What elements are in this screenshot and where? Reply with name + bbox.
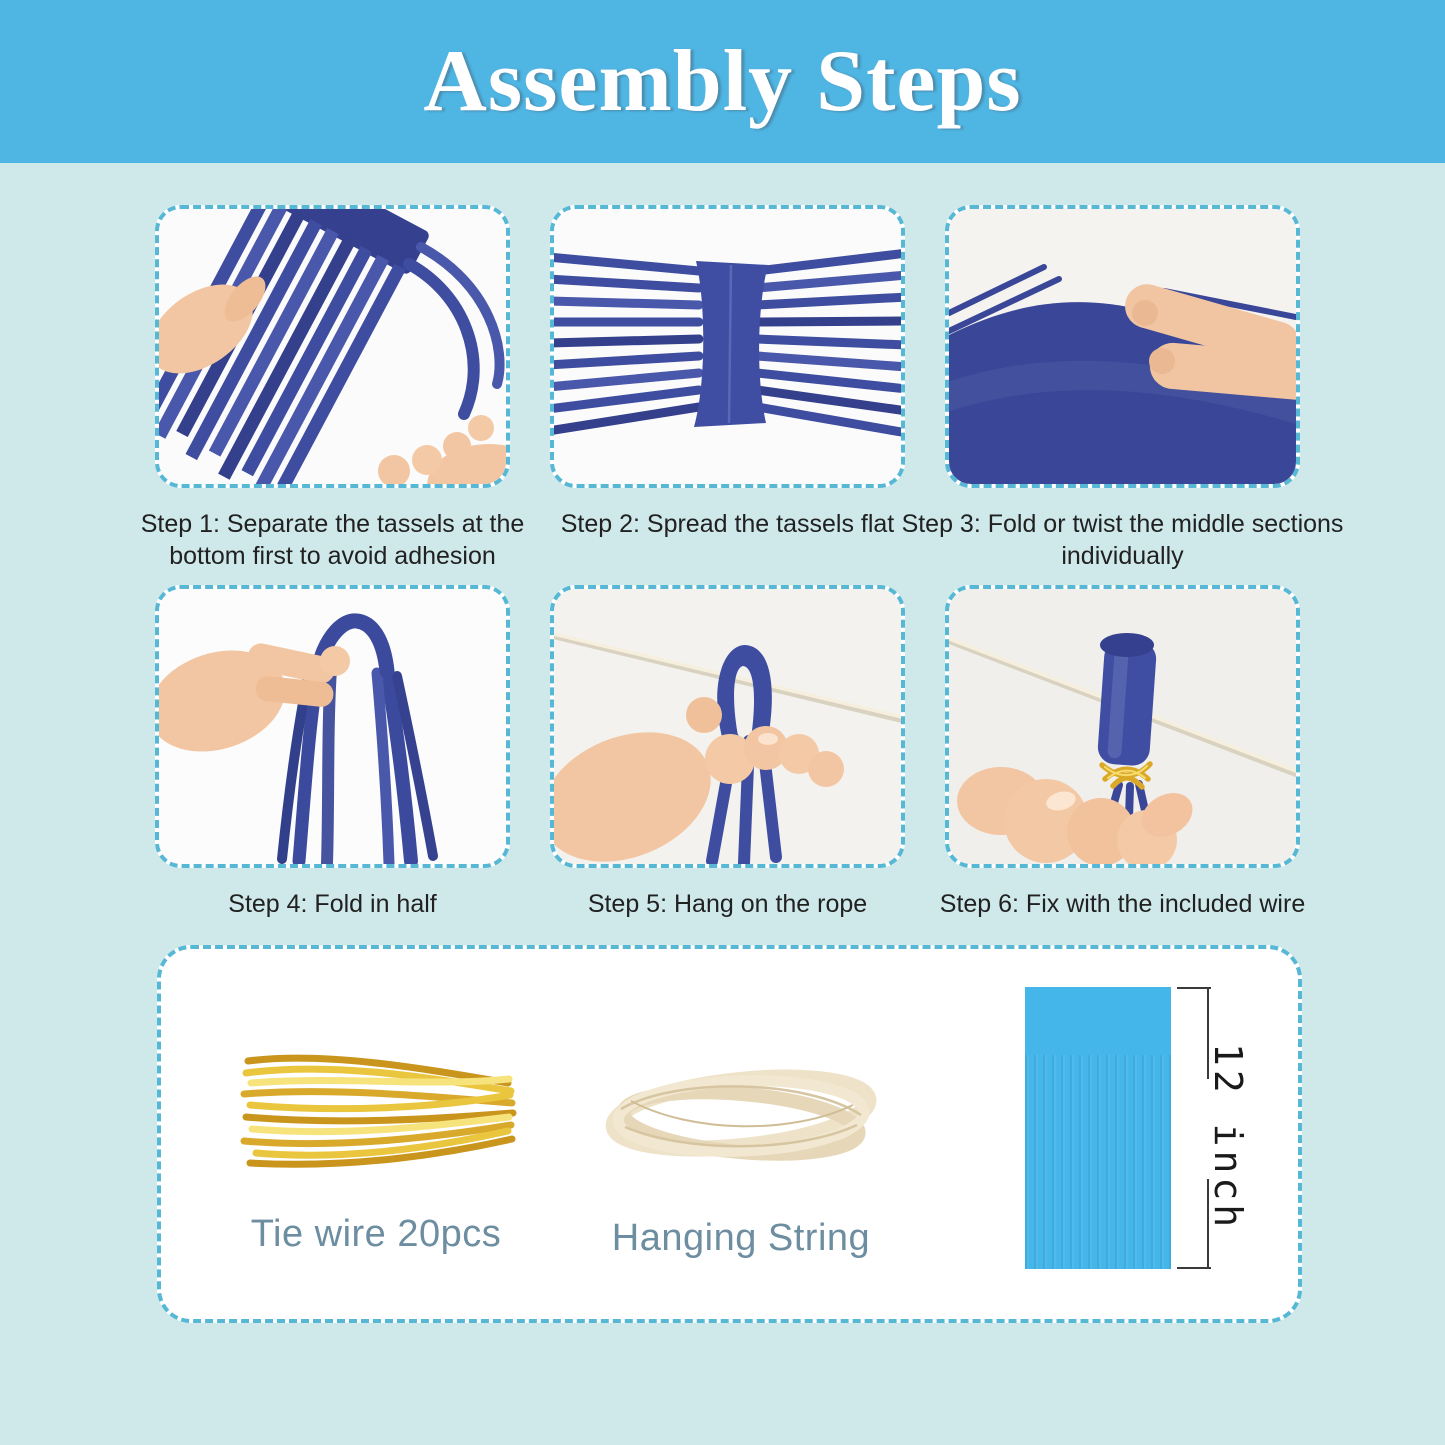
tassel-size-label: 12 inch [1206,1043,1250,1232]
hands-separating-tassels-illustration [159,209,506,484]
step2-caption: Step 2: Spread the tassels flat [560,510,895,538]
hanging-string-image [591,1041,891,1191]
tassel-spread-flat-illustration [554,209,901,484]
step5-card [550,585,905,965]
fold-middle-sections-illustration [949,209,1296,484]
folded-in-half-illustration [159,589,506,864]
header-banner [0,0,1445,163]
step3-caption: Step 3: Fold or twist the middle sections individually [901,510,1344,570]
hanging-string-block [586,1041,896,1260]
step1-caption: Step 1: Separate the tassels at the bottom first to avoid adhesion [140,510,525,570]
measure-top-tick [1177,987,1211,989]
included-materials-panel [157,945,1302,1323]
tie-wire-label: Tie wire 20pcs [250,1213,502,1255]
step1-photo [155,205,510,488]
steps-grid [140,205,1344,965]
step5-caption: Step 5: Hang on the rope [587,890,868,918]
page-title: Assembly Steps [423,33,1022,130]
step-card-4 [155,585,510,965]
measure-bottom-tick [1177,1267,1211,1269]
tassel-size-demo [1025,987,1285,1277]
fix-with-wire-illustration [949,589,1296,864]
step2-photo [550,205,905,488]
blue-tassel-sample [1025,987,1171,1269]
step3-photo [945,205,1300,488]
step-card-1 [140,205,525,585]
step-card-2 [550,205,905,585]
step6-caption: Step 6: Fix with the included wire [939,890,1306,918]
step-card-3 [901,205,1344,585]
tie-wire-block [221,1021,531,1256]
step4-photo [155,585,510,868]
hang-on-rope-illustration [554,589,901,864]
gold-tie-wires-image [226,1021,526,1191]
step6-card [939,585,1306,965]
step4-caption: Step 4: Fold in half [228,890,437,918]
hanging-string-label: Hanging String [611,1217,871,1259]
step6-photo [945,585,1300,868]
step5-photo [550,585,905,868]
